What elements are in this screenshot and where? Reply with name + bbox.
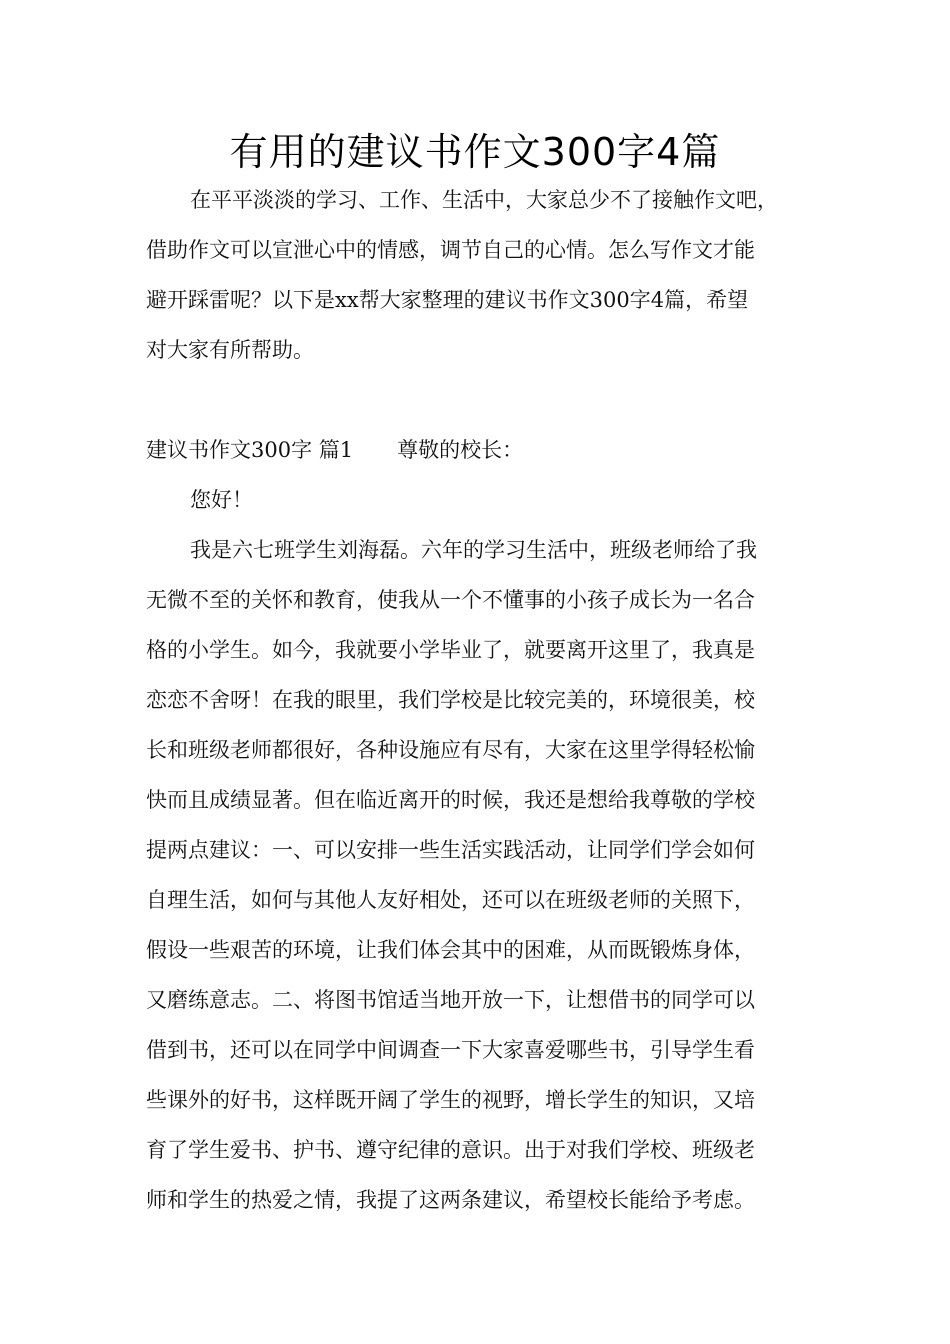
greeting: 您好！ [190,488,253,512]
body-line: 些课外的好书，这样既开阔了学生的视野，增长学生的知识，又培 [146,1088,755,1112]
body-line: 又磨练意志。二、将图书馆适当地开放一下，让想借书的同学可以 [146,988,755,1012]
section-heading-line [146,436,523,464]
body-line: 格的小学生。如今，我就要小学毕业了，就要离开这里了，我真是 [146,638,755,662]
body-line: 长和班级老师都很好，各种设施应有尽有，大家在这里学得轻松愉 [146,738,755,762]
document-title: 有用的建议书作文300字4篇 [229,130,721,174]
salutation: 尊敬的校长： [397,438,524,462]
body-line: 假设一些艰苦的环境，让我们体会其中的困难，从而既锻炼身体， [146,938,755,962]
body-line: 借到书，还可以在同学中间调查一下大家喜爱哪些书，引导学生看 [146,1038,755,1062]
intro-line: 借助作文可以宣泄心中的情感，调节自己的心情。怎么写作文才能 [146,238,755,262]
intro-line: 对大家有所帮助。 [146,338,314,362]
intro-line: 在平平淡淡的学习、工作、生活中，大家总少不了接触作文吧， [190,188,778,212]
body-line: 提两点建议：一、可以安排一些生活实践活动，让同学们学会如何 [146,838,755,862]
body-line: 恋恋不舍呀！在我的眼里，我们学校是比较完美的，环境很美，校 [146,688,755,712]
body-line: 我是六七班学生刘海磊。六年的学习生活中，班级老师给了我 [190,538,757,562]
body-line: 快而且成绩显著。但在临近离开的时候，我还是想给我尊敬的学校 [146,788,755,812]
body-line: 师和学生的热爱之情，我提了这两条建议，希望校长能给予考虑。 [146,1188,755,1212]
section-heading: 建议书作文300字 篇1 [146,438,354,462]
intro-line: 避开踩雷呢？以下是xx帮大家整理的建议书作文300字4篇，希望 [146,288,749,312]
body-line: 育了学生爱书、护书、遵守纪律的意识。出于对我们学校、班级老 [146,1138,755,1162]
body-line: 自理生活，如何与其他人友好相处，还可以在班级老师的关照下， [146,888,755,912]
body-line: 无微不至的关怀和教育，使我从一个不懂事的小孩子成长为一名合 [146,588,755,612]
